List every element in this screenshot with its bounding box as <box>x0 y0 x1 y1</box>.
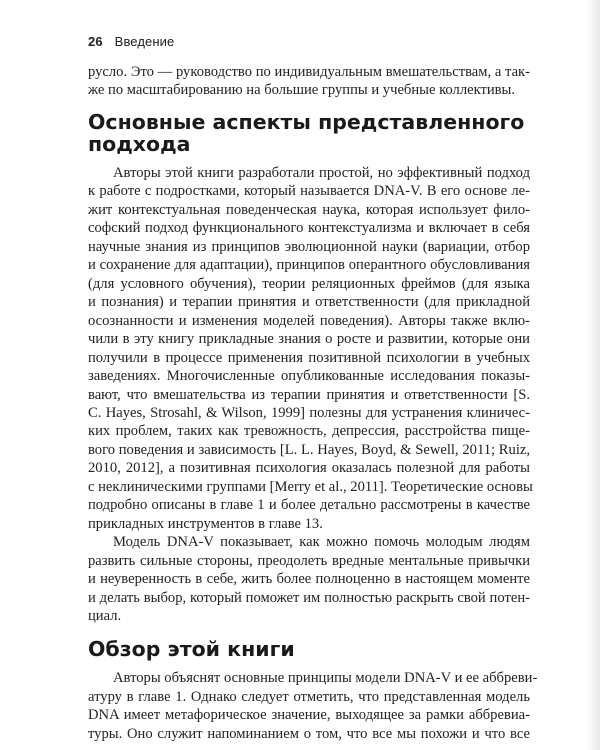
section-heading: Обзор этой книги <box>88 636 295 661</box>
paragraph-line: заведениях. Многочисленные опубликованные исследования показы- <box>88 368 530 385</box>
paragraph-line: к работе с подростками, который называется DNA-V. В его основе ле- <box>88 183 530 200</box>
paragraph-line: вают, что вмешательства из терапии принятия и ответственности [S. <box>88 386 530 403</box>
paragraph-line: Модель DNA-V показывает, как можно помочь молодым людям <box>113 534 530 551</box>
paragraph-line: прикладных инструментов в главе 13. <box>88 515 323 532</box>
paragraph-line: русло. Это — руководство по индивидуальным вмешательствам, а так- <box>88 63 530 80</box>
paragraph-line: жит контекстуальная поведенческая наука, которая использует фило- <box>88 201 530 218</box>
paragraph-line: туры. Оно служит напоминанием о том, что все мы похожи и что все <box>88 725 530 742</box>
paragraph-line: и познания) и терапии принятия и ответственности (для прикладной <box>88 294 530 311</box>
paragraph-line: же по масштабированию на большие группы и учебные коллективы. <box>88 82 516 99</box>
paragraph-line: 2010, 2012], а позитивная психология оказалась полезной для работы <box>88 460 530 477</box>
paragraph-line: и неуверенность в себе, жить более полноценно в настоящем моменте <box>88 571 530 588</box>
chapter-title: Введение <box>114 34 175 49</box>
paragraph-line: (для условного обучения), теории реляционных фреймов (для языка <box>88 275 530 292</box>
paragraph-line: развить сильные стороны, преодолеть вредные ментальные привычки <box>88 552 530 569</box>
paragraph-line: C. Hayes, Strosahl, & Wilson, 1999] полезны для устранения клиничес- <box>88 405 530 421</box>
paragraph-line: подробно описаны в главе 1 и более детально рассмотрены в качестве <box>88 497 530 514</box>
paragraph-line: осознанности и изменения моделей поведения). Авторы также вклю- <box>88 312 530 329</box>
paragraph-line: ких проблем, таких как тревожность, депрессия, расстройства пище- <box>88 423 530 440</box>
paragraph-line: атуру в главе 1. Однако следует отметить, что представленная модель <box>88 688 530 705</box>
paragraph-line: софский подход функционального контекстуализма и включает в себя <box>88 220 530 237</box>
paragraph-line: и сохранение для адаптации), принципов оперантного обусловливания <box>88 257 530 274</box>
section-heading: подхода <box>88 132 191 157</box>
paragraph-line: вого поведения и зависимость [L. L. Hayes, Boyd, & Sewell, 2011; Ruiz, <box>88 441 530 458</box>
paragraph-line: циал. <box>88 608 122 625</box>
page-number: 26 <box>88 34 103 49</box>
paragraph-line: чили в эту книгу прикладные знания о росте и развитии, которые они <box>88 331 530 348</box>
running-header <box>88 34 174 49</box>
paragraph-line: и делать выбор, который поможет им полностью раскрыть свой потен- <box>88 589 530 606</box>
paragraph-line: с неклиническими группами [Merry et al., 2011]. Теоретические основы <box>88 478 533 495</box>
paragraph-line: DNA имеет метафорическое значение, выходящее за рамки аббревиа- <box>88 707 530 724</box>
paragraph-line: Авторы этой книги разработали простой, но эффективный подход <box>113 164 530 181</box>
section-heading: Основные аспекты представленного <box>88 109 525 134</box>
paragraph-line: Авторы объяснят основные принципы модели DNA-V и ее аббреви- <box>113 670 538 687</box>
paragraph-line: научные знания из принципов эволюционной науки (вариации, отбор <box>88 238 530 255</box>
paragraph-line: получили в процессе применения позитивной психологии в учебных <box>88 349 530 366</box>
spine-shadow <box>586 0 600 750</box>
